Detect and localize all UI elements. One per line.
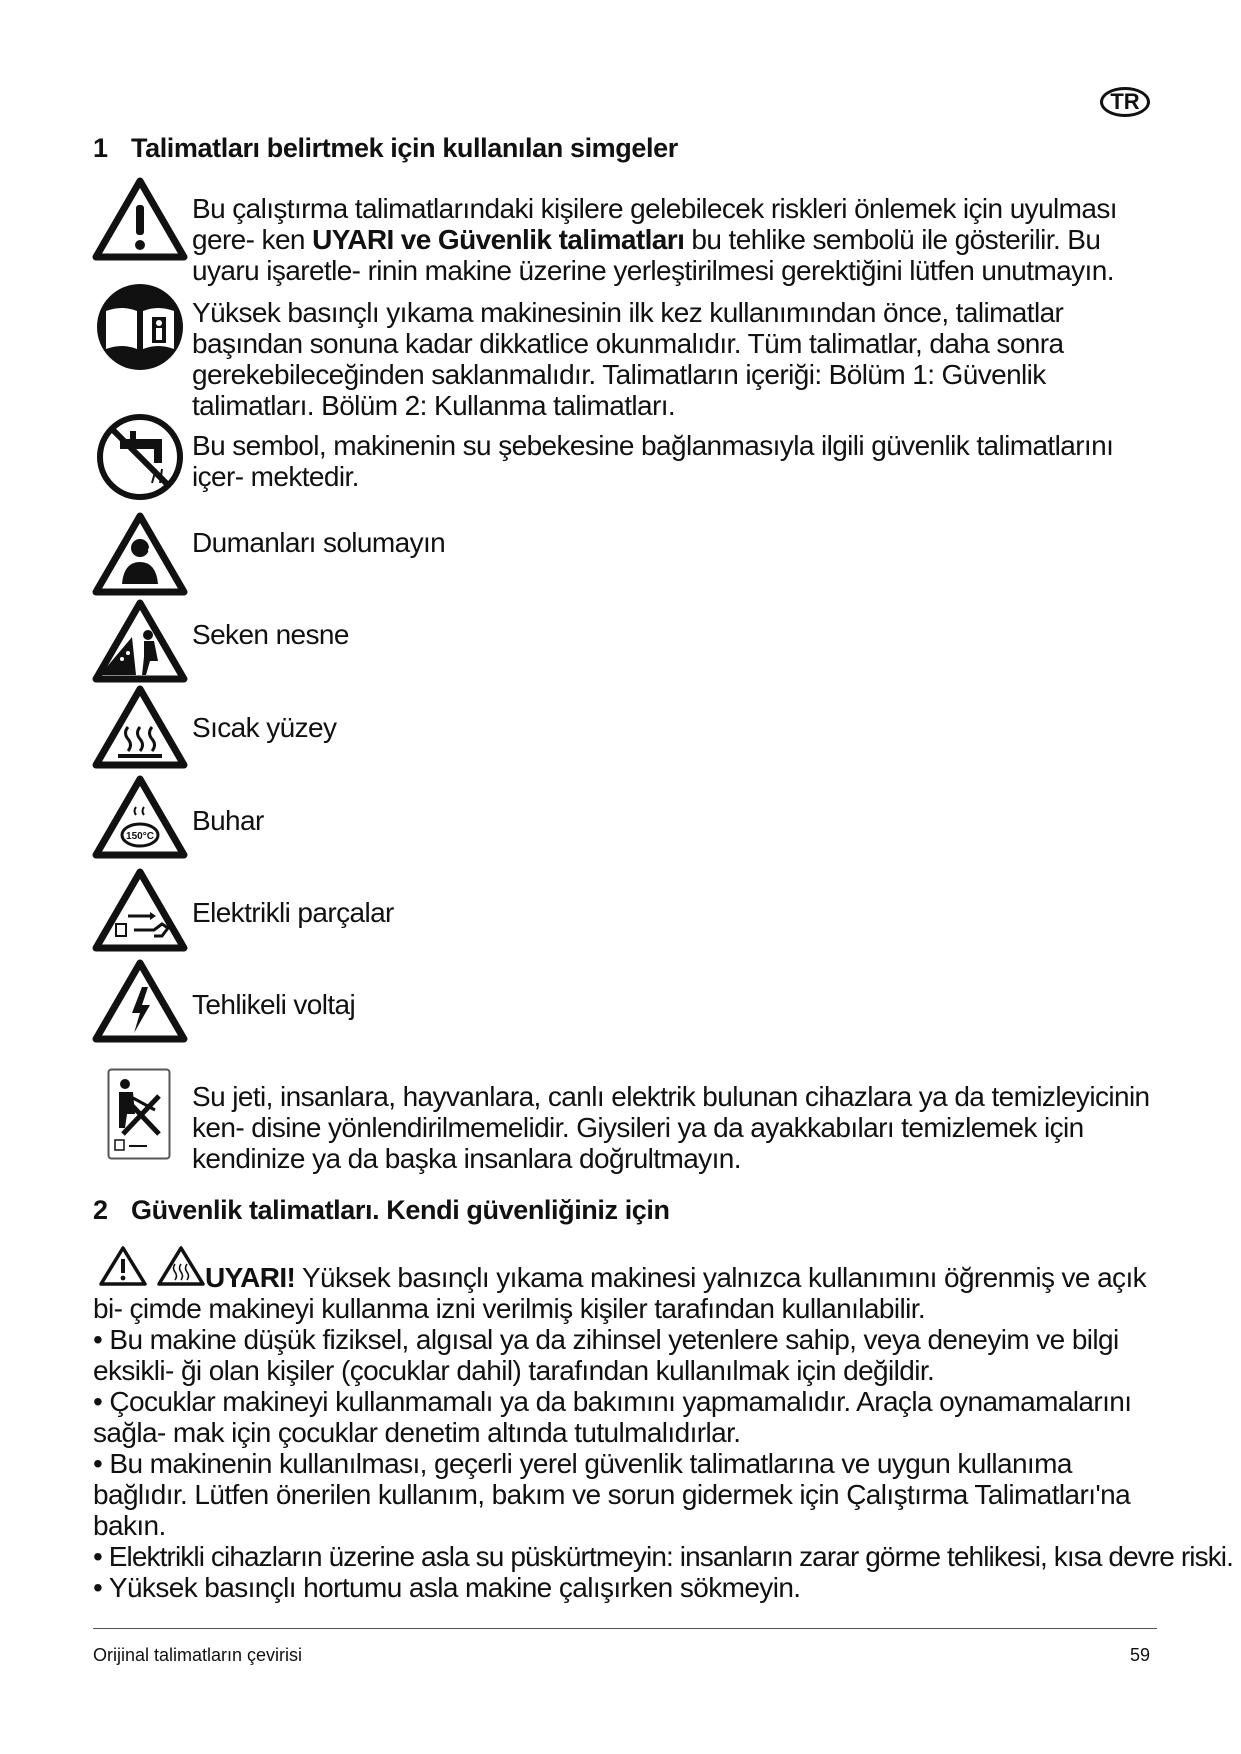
no-spray-people-icon <box>107 1068 171 1160</box>
footer-divider <box>93 1628 1157 1629</box>
steam-icon <box>92 773 188 861</box>
electrical-parts-icon <box>92 866 188 954</box>
high-voltage-icon <box>92 957 188 1045</box>
item-water-text: Bu sembol, makinenin su şebekesine bağlanmasıyla ilgili güvenlik talimatlarını içer- mektedir. <box>192 430 1114 492</box>
no-water-supply-icon <box>92 413 188 501</box>
section-2-warning: UYARI! Yüksek basınçlı yıkama makinesi yalnızca kullanımını öğrenmiş ve açık bi- çimde makineyi kullanma izni verilmiş kişiler tarafından kullanılabilir. <box>93 1262 1147 1324</box>
section-2-bullets <box>93 1324 1234 1603</box>
warning-emphasis: UYARI ve Güvenlik talimatları <box>312 224 685 255</box>
item-warning-text: Bu çalıştırma talimatlarındaki kişilere gelebilecek riskleri önlemek için uyulması gere- ken UYARI ve Güvenlik talimatları bu tehlike sembolü ile gösterilir. Bu uyaru işaretle- rinin makine üzerine yerleştirilmesi gerektiğini lütfen unutmayın. <box>192 193 1117 286</box>
language-badge: TR <box>1100 87 1150 117</box>
page-number: 59 <box>1130 1645 1151 1665</box>
item-spray-text: Su jeti, insanlara, hayvanlara, canlı elektrik bulunan cihazlara ya da temizleyicinin ken- disine yönlendirilmemelidir. Giysileri ya da ayakkabıları temizlemek için kendinize ya da başka insanlara doğrultmayın. <box>192 1081 1150 1174</box>
bullet-item: • Yüksek basınçlı hortumu asla makine çalışırken sökmeyin. <box>93 1572 801 1603</box>
section-title: Talimatları belirtmek için kullanılan simgeler <box>131 133 678 163</box>
flying-objects-icon <box>92 597 188 685</box>
section-number: 1 <box>93 133 108 163</box>
item-flying-text: Seken nesne <box>192 619 349 650</box>
hot-surface-icon <box>92 683 188 771</box>
footer-title: Orijinal talimatların çevirisi <box>93 1645 303 1665</box>
item-fumes-text: Dumanları solumayın <box>192 527 446 558</box>
bullet-item: • Çocuklar makineyi kullanmamalı ya da bakımını yapmamalıdır. Araçla oynamamalarını sağla- mak için çocuklar denetim altında tutulmalıdırlar. <box>93 1386 1132 1448</box>
item-manual-text: Yüksek basınçlı yıkama makinesinin ilk kez kullanımından önce, talimatlar başından sonuna kadar dikkatlice okunmalıdır. Tüm talimatlar, daha sonra gerekebileceğinden saklanmalıdır. Talimatların içeriği: Bölüm 1: Güvenlik talimatları. Bölüm 2: Kullanma talimatları. <box>192 297 1064 421</box>
read-manual-icon <box>92 283 188 371</box>
section-title: Güvenlik talimatları. Kendi güvenliğiniz için <box>131 1195 670 1225</box>
warning-triangle-icon <box>92 175 188 263</box>
bullet-item: • Elektrikli cihazların üzerine asla su püskürtmeyin: insanların zarar görme tehlikesi, kısa devre riski. <box>93 1541 1234 1572</box>
item-hot-text: Sıcak yüzey <box>192 712 337 743</box>
steam-temp-label: 150°C <box>126 831 154 842</box>
bullet-item: • Bu makine düşük fiziksel, algısal ya da zihinsel yetenlere sahip, veya deneyim ve bilgi eksikli- ği olan kişiler (çocuklar dahil) tarafından kullanılmak için değildir. <box>93 1324 1119 1386</box>
item-steam-text: Buhar <box>192 805 264 836</box>
warning-label: UYARI! <box>205 1262 296 1293</box>
item-voltage-text: Tehlikeli voltaj <box>192 989 356 1020</box>
section-1-heading <box>93 133 678 164</box>
bullet-item: • Bu makinenin kullanılması, geçerli yerel güvenlik talimatlarına ve uygun kullanıma bağlıdır. Lütfen önerilen kullanım, bakım ve sorun gidermek için Çalıştırma Talimatları'na bakın. <box>93 1448 1131 1541</box>
fumes-warning-icon <box>92 510 188 598</box>
section-2-heading <box>93 1195 670 1226</box>
section-number: 2 <box>93 1195 108 1225</box>
item-electric-text: Elektrikli parçalar <box>192 897 394 928</box>
